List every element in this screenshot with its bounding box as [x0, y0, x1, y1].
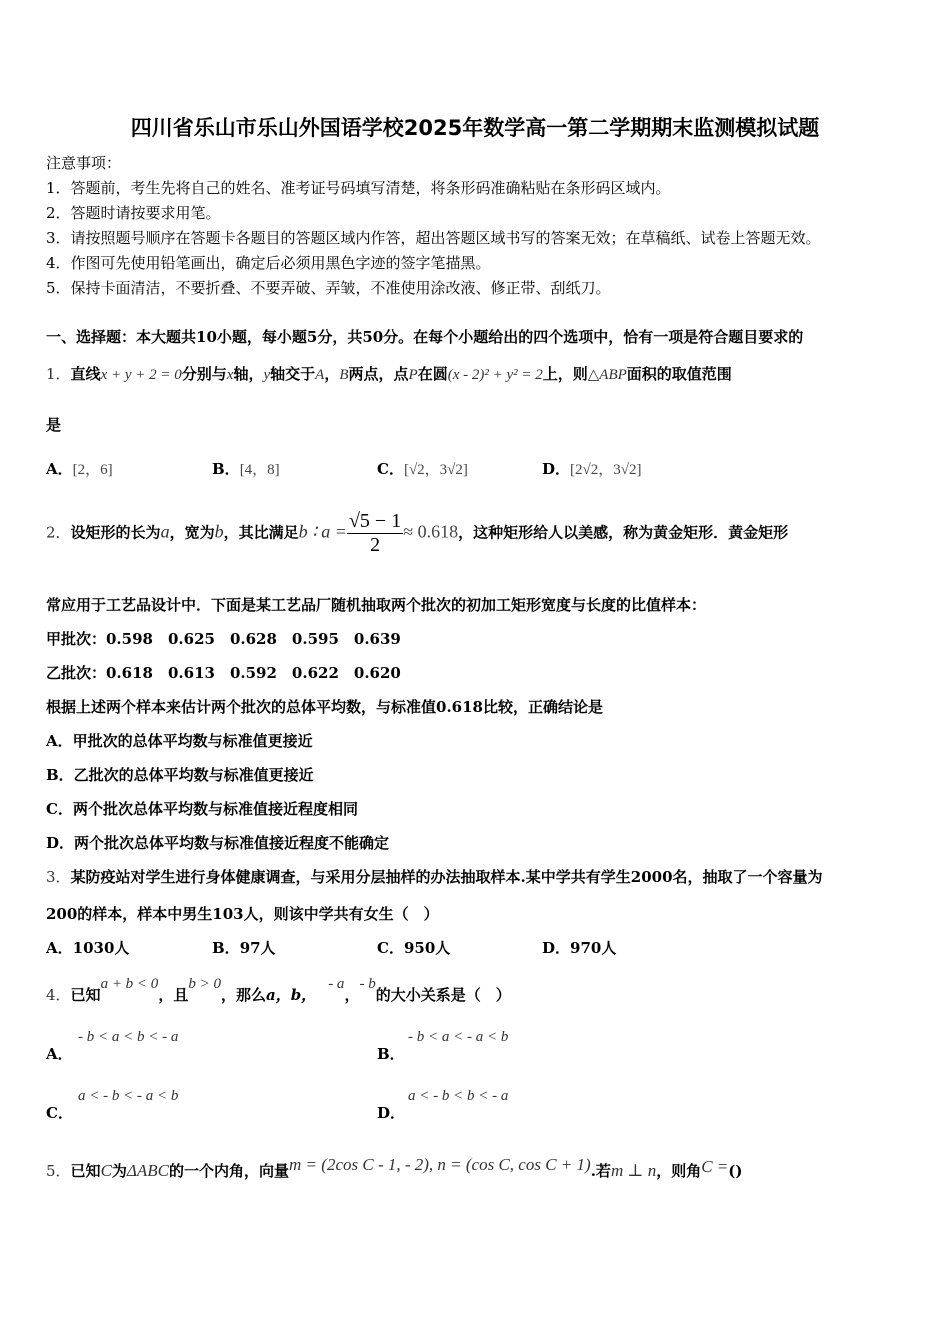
option-label: A． — [46, 939, 73, 957]
q2-option-b: B．乙批次的总体平均数与标准值更接近 — [46, 766, 314, 784]
q4-option-a-value: - b < a < b < - a — [78, 1029, 179, 1045]
option-value: [2√2，3√2] — [570, 462, 642, 478]
q4-text: 的大小关系是（ ） — [375, 986, 511, 1004]
option-label: C． — [377, 460, 404, 478]
question-1 — [46, 363, 732, 384]
q1-triangle: △ABP — [587, 367, 627, 383]
fraction-numerator: √5 − 1 — [348, 510, 402, 532]
q4-option-b-value: - b < a < - a < b — [408, 1029, 509, 1045]
option-value: [2，6] — [72, 462, 113, 478]
notice-item: 3．请按照题号顺序在答题卡各题目的答题区域内作答，超出答题区域书写的答案无效；在草稿纸、试卷上答题无效。 — [46, 229, 821, 247]
q5-text: ，则角 — [656, 1162, 702, 1180]
q2-text: ，这种矩形给人以美感，称为黄金矩形．黄金矩形 — [458, 523, 789, 542]
q2-batch-b: 乙批次：0.618 0.613 0.592 0.622 0.620 — [46, 664, 401, 682]
q4-option-d-label: D． — [377, 1104, 406, 1122]
q4-text: ， — [344, 986, 360, 1004]
q2-text: 常应用于工艺品设计中．下面是某工艺品厂随机抽取两个批次的初加工矩形宽度与长度的比值样本： — [46, 596, 707, 614]
q1-continuation: 是 — [46, 416, 62, 434]
q2-option-c: C．两个批次总体平均数与标准值接近程度相同 — [46, 800, 358, 818]
q5-text: 已知 — [70, 1162, 101, 1180]
q5-triangle: ΔABC — [126, 1161, 170, 1180]
q4-text: ，且 — [158, 986, 189, 1004]
q4-condition-1: a + b < 0 — [100, 976, 159, 992]
option-value: 97人 — [239, 939, 276, 957]
q4-text: ，那么 — [220, 986, 266, 1004]
q3-option-a — [46, 937, 129, 958]
q1-text: 两点，点 — [348, 365, 409, 383]
q1-text: 轴交于 — [270, 365, 316, 383]
q1-text: 在圆 — [417, 365, 448, 383]
question-4 — [46, 976, 511, 1005]
q4-option-a-label: A． — [46, 1045, 73, 1063]
q2-batch-a: 甲批次：0.598 0.625 0.628 0.595 0.639 — [46, 630, 401, 648]
q5-var-c: C — [100, 1161, 112, 1180]
option-value: 970人 — [570, 939, 617, 957]
option-label: A． — [46, 460, 73, 478]
q4-option-b-label: B． — [377, 1045, 405, 1063]
q1-line-equation: x + y + 2 = 0 — [100, 367, 182, 383]
notice-item: 5．保持卡面清洁，不要折叠、不要弄破、弄皱，不准使用涂改液、修正带、刮纸刀。 — [46, 279, 611, 297]
notice-item: 1．答题前，考生先将自己的姓名、准考证号码填写清楚，将条形码准确粘贴在条形码区域内。 — [46, 179, 671, 197]
q2-question: 根据上述两个样本来估计两个批次的总体平均数，与标准值0.618比较，正确结论是 — [46, 698, 603, 716]
q1-text: ， — [324, 365, 340, 383]
option-label: D． — [542, 939, 571, 957]
q2-var-b: b — [214, 521, 224, 542]
q3-text: 某防疫站对学生进行身体健康调查，与采用分层抽样的办法抽取样本.某中学共有学生2000名，抽取了一个容量为 — [70, 868, 823, 886]
q5-text: .若 — [590, 1162, 611, 1180]
q1-option-c — [377, 458, 468, 479]
page-title: 四川省乐山市乐山外国语学校2025年数学高一第二学期期末监测模拟试题 — [130, 116, 820, 140]
option-value: 1030人 — [72, 939, 130, 957]
q1-point-p: P — [408, 367, 418, 383]
q2-text: 设矩形的长为 — [70, 523, 161, 542]
q3-option-d — [542, 937, 616, 958]
q2-text: ，宽为 — [169, 523, 215, 542]
option-label: B． — [212, 939, 240, 957]
q4-vars: a，b， — [265, 986, 317, 1004]
q1-option-d — [542, 458, 641, 479]
q5-answer-blank: () — [728, 1162, 743, 1180]
option-label: B． — [212, 460, 240, 478]
question-number: 5． — [46, 1162, 71, 1180]
q1-option-b — [212, 458, 280, 479]
q3-option-c — [377, 937, 450, 958]
q5-vector-equation: m = (2cos C - 1, - 2), n = (cos C, cos C + 1) — [289, 1155, 591, 1174]
q1-text: 直线 — [70, 365, 101, 383]
option-value: 950人 — [403, 939, 451, 957]
q1-var-x: x — [226, 367, 234, 383]
notice-item: 2．答题时请按要求用笔。 — [46, 204, 221, 222]
section-heading: 一、选择题：本大题共10小题，每小题5分，共50分。在每个小题给出的四个选项中，恰有一项是符合题目要求的 — [46, 328, 804, 346]
q3-option-b — [212, 937, 276, 958]
q5-text: 为 — [111, 1162, 127, 1180]
q1-point-a: A — [315, 367, 325, 383]
q4-option-d-value: a < - b < b < - a — [408, 1088, 509, 1104]
q1-option-a — [46, 458, 113, 479]
notice-item: 4．作图可先使用铅笔画出，确定后必须用黑色字迹的签字笔描黑。 — [46, 254, 491, 272]
q1-text: 面积的取值范围 — [626, 365, 732, 383]
q4-neg-b: - b — [359, 976, 376, 992]
q5-perpendicular: m ⊥ n — [610, 1161, 657, 1180]
question-number: 4． — [46, 986, 71, 1004]
question-number: 2． — [46, 523, 71, 542]
q5-text: 的一个内角，向量 — [169, 1162, 290, 1180]
q2-golden-fraction — [347, 510, 403, 557]
q5-var-c-eq: C = — [701, 1157, 729, 1176]
question-2 — [46, 510, 788, 557]
q1-circle-equation: (x - 2)² + y² = 2 — [447, 367, 543, 383]
question-number: 3． — [46, 868, 71, 886]
q1-text: 分别与 — [181, 365, 227, 383]
q4-option-c-label: C． — [46, 1104, 73, 1122]
q4-condition-2: b > 0 — [188, 976, 221, 992]
q4-option-c-value: a < - b < - a < b — [78, 1088, 179, 1104]
option-label: D． — [542, 460, 571, 478]
q2-approx: ≈ 0.618 — [403, 521, 459, 542]
option-value: [4，8] — [239, 462, 280, 478]
question-3 — [46, 866, 823, 887]
question-5 — [46, 1155, 743, 1181]
q3-text: 200的样本，样本中男生103人，则该中学共有女生（ ） — [46, 905, 439, 923]
q4-text: 已知 — [70, 986, 101, 1004]
q1-point-b: B — [339, 367, 349, 383]
option-value: [√2，3√2] — [403, 462, 468, 478]
q2-option-a: A．甲批次的总体平均数与标准值更接近 — [46, 732, 313, 750]
option-label: C． — [377, 939, 404, 957]
q2-option-d: D．两个批次总体平均数与标准值接近程度不能确定 — [46, 834, 390, 852]
q2-text: ，其比满足 — [223, 523, 299, 542]
notice-heading: 注意事项： — [46, 154, 122, 172]
question-number: 1． — [46, 365, 71, 383]
q1-text: 轴， — [233, 365, 264, 383]
q1-var-y: y — [263, 367, 271, 383]
q1-text: 上，则 — [542, 365, 588, 383]
q4-neg-a: - a — [328, 976, 345, 992]
fraction-denominator: 2 — [370, 534, 381, 556]
q2-ratio: b ∶ a = — [298, 521, 347, 542]
q2-var-a: a — [160, 521, 170, 542]
